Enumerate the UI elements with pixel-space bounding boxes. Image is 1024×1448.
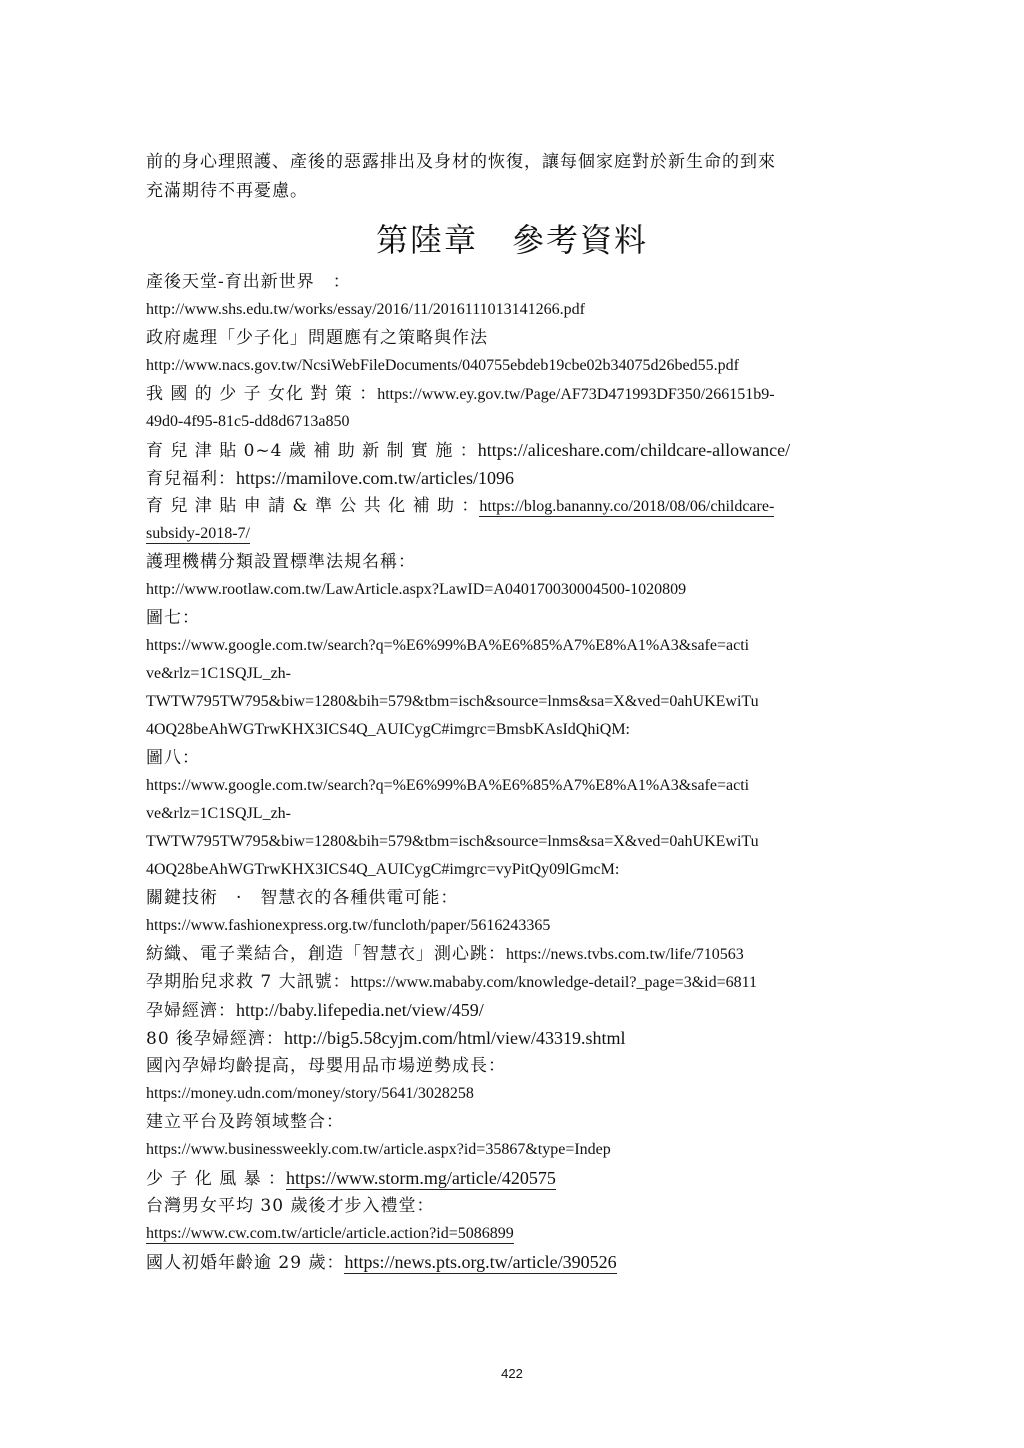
reference-title: 圖八： — [146, 748, 200, 768]
reference-url-continued: 49d0-4f95-81c5-dd8d6713a850 — [146, 413, 350, 430]
reference-title: 圖七： — [146, 608, 200, 628]
reference-url: https://money.udn.com/money/story/5641/3028258 — [146, 1085, 474, 1102]
reference-list — [146, 268, 876, 1276]
reference-link-continued — [146, 520, 876, 548]
reference-entry — [146, 968, 876, 996]
reference-title: 建立平台及跨領域整合： — [146, 1112, 344, 1132]
reference-url: http://baby.lifepedia.net/view/459/ — [236, 1000, 484, 1020]
intro-paragraph — [146, 148, 876, 206]
reference-url: https://aliceshare.com/childcare-allowance/ — [477, 440, 791, 460]
reference-url: https://www.businessweekly.com.tw/article.aspx?id=35867&type=Indep — [146, 1141, 611, 1158]
reference-link[interactable]: https://www.cw.com.tw/article/article.action?id=5086899 — [146, 1225, 514, 1242]
reference-title: 育兒福利： — [146, 469, 236, 489]
reference-title: 紡織、電子業結合，創造「智慧衣」測心跳： — [146, 944, 506, 964]
reference-entry — [146, 1248, 876, 1276]
reference-entry — [146, 492, 876, 520]
reference-title: 政府處理「少子化」問題應有之策略與作法 — [146, 328, 488, 348]
reference-url: https://news.tvbs.com.tw/life/710563 — [506, 946, 744, 963]
reference-url-continued: TWTW795TW795&biw=1280&bih=579&tbm=isch&source=lnms&sa=X&ved=0ahUKEwiTu — [146, 693, 759, 710]
reference-title: 孕婦經濟： — [146, 1001, 236, 1021]
reference-title: 少 子 化 風 暴 ： — [146, 1169, 287, 1189]
reference-link[interactable]: https://news.pts.org.tw/article/390526 — [344, 1252, 617, 1272]
reference-url: https://www.fashionexpress.org.tw/funcloth/paper/5616243365 — [146, 917, 551, 934]
reference-url-continued: TWTW795TW795&biw=1280&bih=579&tbm=isch&source=lnms&sa=X&ved=0ahUKEwiTu — [146, 833, 759, 850]
reference-title: 國內孕婦均齡提高，母嬰用品市場逆勢成長： — [146, 1056, 506, 1076]
reference-url-continued: 4OQ28beAhWGTrwKHX3ICS4Q_AUICygC#imgrc=vyPitQy09lGmcM: — [146, 861, 620, 878]
reference-url-continued: 4OQ28beAhWGTrwKHX3ICS4Q_AUICygC#imgrc=BmsbKAsIdQhiQM: — [146, 721, 630, 738]
reference-url-continued: ve&rlz=1C1SQJL_zh- — [146, 805, 291, 822]
reference-entry — [146, 996, 876, 1024]
reference-link[interactable]: https://blog.bananny.co/2018/08/06/childcare- — [479, 498, 775, 515]
reference-url: http://www.rootlaw.com.tw/LawArticle.aspx?LawID=A040170030004500-1020809 — [146, 581, 687, 598]
reference-title: 孕期胎兒求救 7 大訊號： — [146, 972, 351, 992]
reference-title: 我 國 的 少 子 女化 對 策 ： — [146, 384, 378, 404]
reference-url: https://www.mababy.com/knowledge-detail?_page=3&id=6811 — [350, 974, 758, 991]
reference-entry — [146, 1024, 876, 1052]
reference-entry — [146, 940, 876, 968]
intro-line-2: 充滿期待不再憂慮。 — [146, 181, 308, 201]
reference-title: 產後天堂-育出新世界 ： — [146, 272, 351, 292]
reference-title: 育 兒 津 貼 申 請 & 準 公 共 化 補 助 ： — [146, 496, 480, 516]
reference-title: 護理機構分類設置標準法規名稱： — [146, 552, 416, 572]
reference-title: 關鍵技術 · 智慧衣的各種供電可能： — [146, 888, 459, 908]
reference-url: https://mamilove.com.tw/articles/1096 — [236, 468, 514, 488]
reference-entry — [146, 380, 876, 408]
reference-link[interactable]: https://www.storm.mg/article/420575 — [286, 1168, 556, 1188]
reference-entry — [146, 464, 876, 492]
reference-link[interactable]: subsidy-2018-7/ — [146, 525, 250, 542]
reference-title: 台灣男女平均 30 歲後才步入禮堂： — [146, 1196, 435, 1216]
reference-url: https://www.google.com.tw/search?q=%E6%99%BA%E6%85%A7%E8%A1%A3&safe=acti — [146, 777, 750, 794]
reference-title: 80 後孕婦經濟： — [146, 1029, 285, 1049]
reference-url: http://big5.58cyjm.com/html/view/43319.shtml — [284, 1028, 626, 1048]
reference-entry — [146, 1164, 876, 1192]
reference-url: https://www.google.com.tw/search?q=%E6%99%BA%E6%85%A7%E8%A1%A3&safe=acti — [146, 637, 750, 654]
reference-url: https://www.ey.gov.tw/Page/AF73D471993DF350/266151b9- — [377, 386, 775, 403]
page-number: 422 — [501, 1366, 523, 1381]
reference-title: 育 兒 津 貼 0~4 歲 補 助 新 制 實 施 ： — [146, 441, 478, 461]
reference-url-continued: ve&rlz=1C1SQJL_zh- — [146, 665, 291, 682]
chapter-title: 第陸章 參考資料 — [375, 221, 648, 259]
reference-entry — [146, 436, 876, 464]
intro-line-1: 前的身心理照護、產後的惡露排出及身材的恢復，讓每個家庭對於新生命的到來 — [146, 152, 776, 172]
reference-link-line — [146, 1220, 876, 1248]
reference-url: http://www.shs.edu.tw/works/essay/2016/11/2016111013141266.pdf — [146, 301, 585, 318]
reference-url: http://www.nacs.gov.tw/NcsiWebFileDocuments/040755ebdeb19cbe02b34075d26bed55.pdf — [146, 357, 739, 374]
reference-title: 國人初婚年齡逾 29 歲： — [146, 1253, 345, 1273]
